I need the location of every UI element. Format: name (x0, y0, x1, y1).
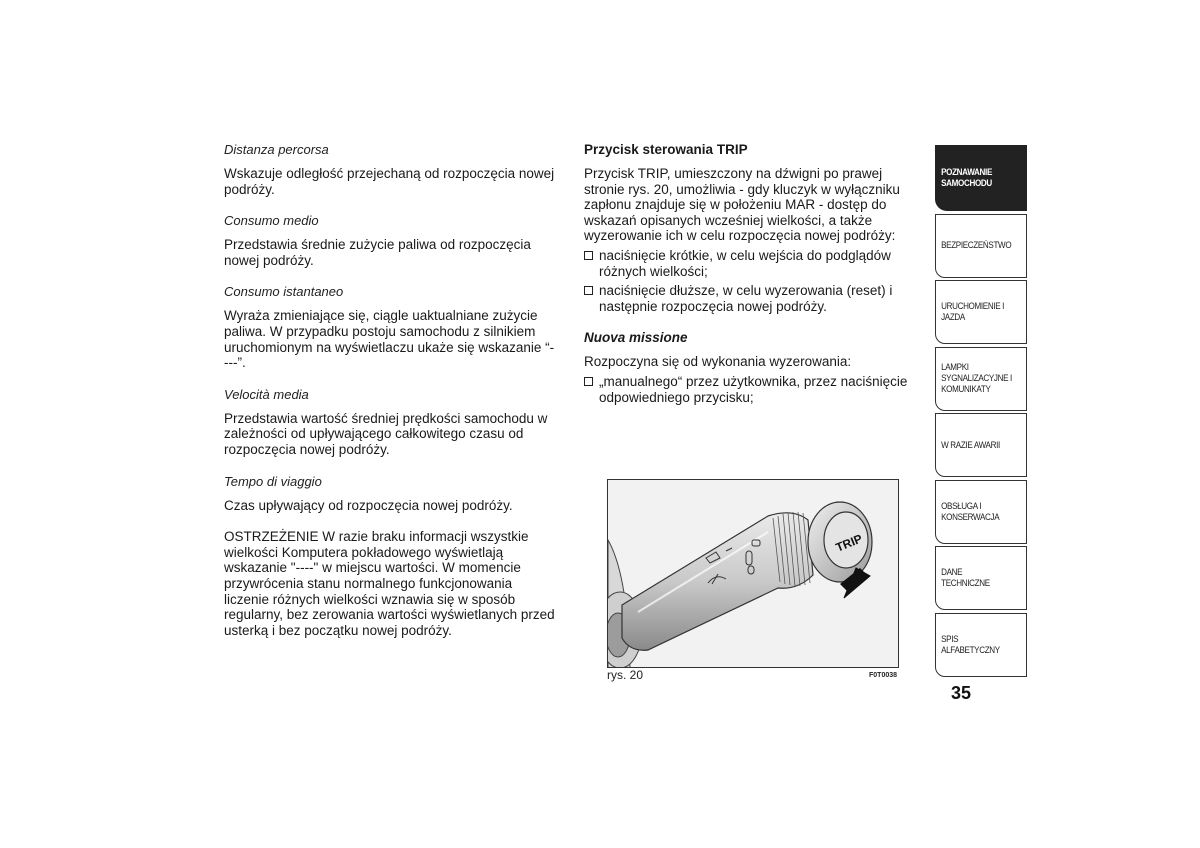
warning-paragraph: OSTRZEŻENIE W razie braku informacji wszystkie wielkości Komputera pokładowego wyświetlają wskazanie "----" w miejscu wartości. W momencie przywrócenia stanu normalnego funkcjonowania liczenie różnych wielkości wznawia się w sposób regularny, bez zerowania wartości wyświetlanych przed usterką i bez początku nowej podróży. (224, 529, 555, 638)
trip-button-label: TRIP (833, 531, 865, 555)
section-consumo-medio (224, 213, 556, 268)
subheading: Consumo istantaneo (224, 284, 344, 300)
chapter-tabs (935, 145, 1027, 679)
subheading: Consumo medio (224, 213, 319, 229)
list-item (584, 283, 926, 314)
tab-poznawanie-samochodu[interactable] (935, 145, 1027, 211)
trip-heading: Przycisk sterowania TRIP (584, 142, 748, 157)
figure-caption: rys. 20 (607, 668, 644, 682)
subheading: Tempo di viaggio (224, 473, 322, 489)
tab-uruchomienie-i-jazda[interactable] (935, 280, 1027, 344)
right-column (584, 142, 926, 409)
tab-label: SPIS ALFABETYCZNY (941, 633, 1000, 656)
checkbox-bullet-icon (584, 377, 593, 386)
tab-w-razie-awarii[interactable] (935, 413, 1027, 477)
list-item (584, 374, 926, 405)
section-tempo-di-viaggio (224, 474, 556, 514)
tab-label: POZNAWANIE SAMOCHODU (941, 167, 992, 189)
left-column (224, 142, 556, 654)
paragraph: Przedstawia średnie zużycie paliwa od rozpoczęcia nowej podróży. (224, 237, 531, 268)
subheading: Distanza percorsa (224, 142, 329, 157)
section-distanza-percorsa (224, 142, 556, 197)
section-velocita-media (224, 387, 556, 458)
page-number: 35 (951, 683, 972, 703)
trip-paragraph: Przycisk TRIP, umieszczony na dźwigni po prawej stronie rys. 20, umożliwia - gdy kluczyk w wyłączniku zapłonu znajduje się w położeniu MAR - dostęp do wskazań opisanych wcześniej wielkości, a także wyzerowanie ich w celu rozpoczęcia nowej podróży: (584, 166, 900, 244)
tab-label: W RAZIE AWARII (941, 439, 1000, 451)
tab-obsluga-i-konserwacja[interactable] (935, 480, 1027, 544)
list-item (584, 248, 926, 279)
figure-code: F0T0038 (869, 672, 898, 679)
tab-label: URUCHOMIENIE I JAZDA (941, 301, 1005, 323)
tab-spis-alfabetyczny[interactable] (935, 613, 1027, 677)
tab-label: OBSŁUGA I KONSERWACJA (941, 500, 1000, 523)
paragraph: Czas upływający od rozpoczęcia nowej podróży. (224, 497, 513, 513)
list-item-text: naciśnięcie krótkie, w celu wejścia do podglądów różnych wielkości; (599, 247, 891, 279)
list-item-text: „manualnego“ przez użytkownika, przez naciśnięcie odpowiedniego przycisku; (599, 373, 908, 405)
checkbox-bullet-icon (584, 251, 593, 260)
mission-heading: Nuova missione (584, 330, 688, 346)
subheading: Velocità media (224, 386, 309, 402)
paragraph: Wskazuje odległość przejechaną od rozpoczęcia nowej podróży. (224, 166, 555, 197)
tab-label: DANE TECHNICZNE (941, 567, 990, 589)
checkbox-bullet-icon (584, 286, 593, 295)
tab-dane-techniczne[interactable] (935, 546, 1027, 610)
tab-label: BEZPIECZEŃSTWO (941, 240, 1012, 251)
paragraph: Przedstawia wartość średniej prędkości samochodu w zależności od upływającego całkowitego czasu od rozpoczęcia nowej podróży. (224, 410, 548, 457)
tab-lampki-sygnalizacyjne[interactable] (935, 347, 1027, 411)
mission-paragraph: Rozpoczyna się od wykonania wyzerowania: (584, 354, 852, 370)
tab-bezpieczenstwo[interactable] (935, 214, 1027, 278)
trip-lever-illustration (608, 480, 899, 668)
tab-label: LAMPKI SYGNALIZACYJNE I KOMUNIKATY (941, 362, 1012, 395)
paragraph: Wyraża zmieniające się, ciągle uaktualniane zużycie paliwa. W przypadku postoju samochodu z silnikiem uruchomionym na wyświetlaczu ukaże się wskazanie “----”. (224, 308, 555, 371)
figure-trip-lever (607, 479, 899, 668)
section-consumo-istantaneo (224, 284, 556, 370)
list-item-text: naciśnięcie dłuższe, w celu wyzerowania (reset) i następnie rozpoczęcia nowej podróży. (599, 283, 893, 314)
